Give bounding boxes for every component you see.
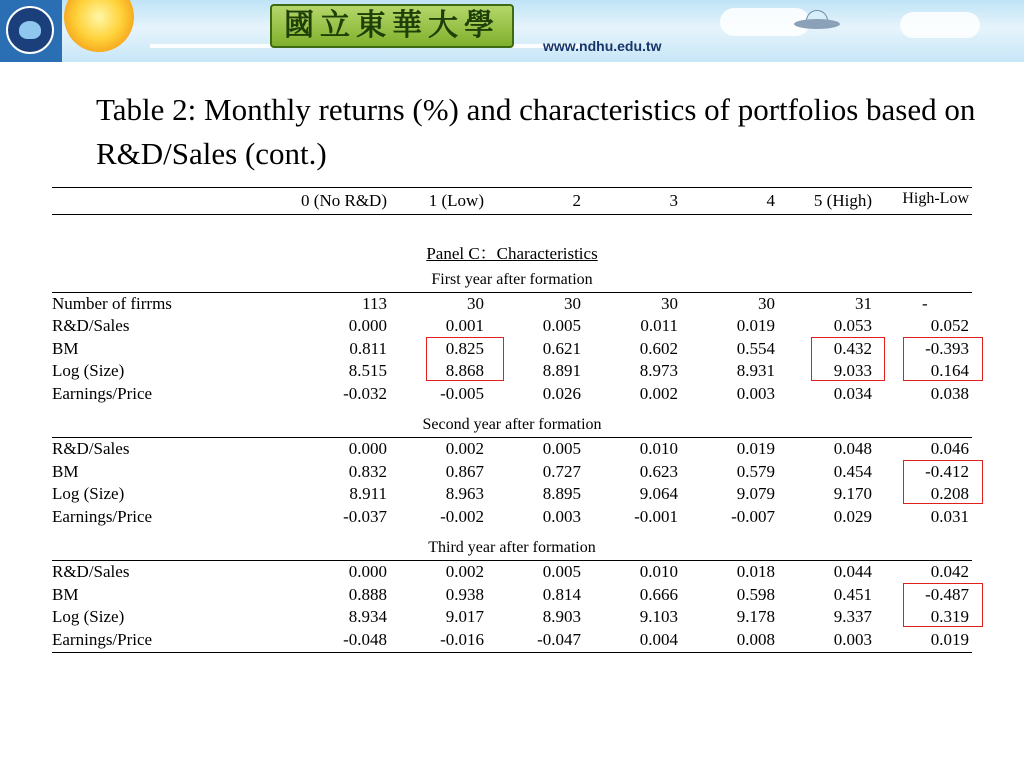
cell: -0.047: [537, 630, 581, 649]
cell: 0.554: [736, 339, 775, 358]
cell: 8.891: [542, 361, 581, 380]
cell: 8.515: [348, 361, 387, 380]
cell: 0.002: [639, 384, 678, 403]
cell: 0.319: [930, 607, 969, 626]
cell: 0.454: [833, 462, 872, 481]
table-row: [52, 461, 972, 483]
cell: 0.451: [833, 585, 872, 604]
table-row: [52, 483, 972, 505]
table-row: [52, 315, 972, 337]
col-header: 5 (High): [813, 191, 872, 210]
cell: 0.727: [542, 462, 581, 481]
table-row: [52, 293, 972, 315]
panel-title-text: Panel C：Characteristics: [426, 244, 598, 263]
highlight-box: [426, 337, 504, 381]
col-header: 1 (Low): [428, 191, 484, 210]
highlight-box: [903, 337, 983, 381]
cell: 0.026: [542, 384, 581, 403]
slide-title: Table 2: Monthly returns (%) and characteristics of portfolios based on R&D/Sales (cont.): [96, 92, 976, 171]
cell: 0.053: [833, 316, 872, 335]
cell: 0.000: [348, 562, 387, 581]
cell: 0.008: [736, 630, 775, 649]
cell: 30: [467, 294, 484, 313]
cell: 9.178: [736, 607, 775, 626]
cell: 0.814: [542, 585, 581, 604]
col-header: High-Low: [902, 190, 969, 207]
header-rule: [52, 214, 972, 215]
cell: 0.003: [736, 384, 775, 403]
cell: 0.938: [445, 585, 484, 604]
row-label: BM: [52, 585, 79, 604]
cell: 8.931: [736, 361, 775, 380]
table-bottom-rule: [52, 652, 972, 653]
cell: -0.016: [440, 630, 484, 649]
row-label: Earnings/Price: [52, 384, 153, 403]
row-label: R&D/Sales: [52, 562, 130, 581]
highlight-box: [811, 337, 885, 381]
cell: 0.019: [930, 630, 969, 649]
col-header: 3: [669, 191, 678, 210]
row-label: Log (Size): [52, 484, 125, 503]
cell: 0.666: [639, 585, 678, 604]
cell: 8.911: [349, 484, 387, 503]
cell: 0.888: [348, 585, 387, 604]
cell: 0.019: [736, 316, 775, 335]
row-label: Earnings/Price: [52, 507, 153, 526]
col-header: 0 (No R&D): [301, 191, 387, 210]
cell: 0.005: [542, 562, 581, 581]
cell: 0.000: [348, 316, 387, 335]
cell: 0.867: [445, 462, 484, 481]
table-row: [52, 561, 972, 583]
cell: 0.003: [542, 507, 581, 526]
cell: 0.005: [542, 439, 581, 458]
cell: 9.103: [639, 607, 678, 626]
table-top-rule: [52, 187, 972, 188]
row-label: Earnings/Price: [52, 630, 153, 649]
col-header: 2: [572, 191, 581, 210]
table-row: [52, 606, 972, 628]
cell: -0.005: [440, 384, 484, 403]
cell: 0.004: [639, 630, 678, 649]
cell: 0.602: [639, 339, 678, 358]
row-label: Log (Size): [52, 361, 125, 380]
cell: 0.579: [736, 462, 775, 481]
cell: 0.002: [445, 562, 484, 581]
cell: 31: [855, 294, 872, 313]
cell: 0.018: [736, 562, 775, 581]
row-label: BM: [52, 462, 79, 481]
table-row: [52, 438, 972, 460]
cell: -0.487: [925, 585, 969, 604]
cell: 0.046: [930, 439, 969, 458]
row-label: R&D/Sales: [52, 316, 130, 335]
cell: 8.895: [542, 484, 581, 503]
cell: 0.038: [930, 384, 969, 403]
cell: 8.934: [348, 607, 387, 626]
cell: 0.052: [930, 316, 969, 335]
row-label: R&D/Sales: [52, 439, 130, 458]
cell: 8.868: [445, 361, 484, 380]
university-logo: [0, 0, 62, 62]
table-row: [52, 584, 972, 606]
cell: 9.017: [445, 607, 484, 626]
sun-graphic: [64, 0, 134, 52]
cell: 30: [661, 294, 678, 313]
cell: 9.170: [833, 484, 872, 503]
cell: 0.432: [833, 339, 872, 358]
section-caption: First year after formation: [431, 271, 593, 288]
section-caption: Second year after formation: [422, 416, 602, 433]
cell: 0.034: [833, 384, 872, 403]
cell: 0.031: [930, 507, 969, 526]
cell: 0.208: [930, 484, 969, 503]
cell: 0.010: [639, 439, 678, 458]
table-row: [52, 629, 972, 651]
cell: 0.010: [639, 562, 678, 581]
table-row: [52, 383, 972, 405]
cell: -: [922, 294, 928, 313]
ufo-icon: [794, 10, 840, 30]
cell: 8.903: [542, 607, 581, 626]
cell: -0.002: [440, 507, 484, 526]
cell: 9.079: [736, 484, 775, 503]
col-header: 4: [766, 191, 775, 210]
cell: 0.042: [930, 562, 969, 581]
cell: 0.029: [833, 507, 872, 526]
table-row: [52, 506, 972, 528]
cell: 0.019: [736, 439, 775, 458]
cell: 113: [362, 294, 387, 313]
highlight-box: [903, 583, 983, 627]
cell: 9.064: [639, 484, 678, 503]
cell: -0.393: [925, 339, 969, 358]
cell: 0.164: [930, 361, 969, 380]
row-label: Number of firrms: [52, 294, 172, 313]
section-caption: Third year after formation: [428, 539, 596, 556]
cell: 0.001: [445, 316, 484, 335]
cell: 0.003: [833, 630, 872, 649]
highlight-box: [903, 460, 983, 504]
cell: 0.811: [349, 339, 387, 358]
cell: 0.011: [640, 316, 678, 335]
cell: -0.007: [731, 507, 775, 526]
cell: 9.033: [833, 361, 872, 380]
cell: 0.048: [833, 439, 872, 458]
cell: 0.832: [348, 462, 387, 481]
row-label: Log (Size): [52, 607, 125, 626]
cell: 0.002: [445, 439, 484, 458]
cell: 30: [564, 294, 581, 313]
school-name-logo: 國立東華大學: [270, 4, 514, 48]
cell: -0.032: [343, 384, 387, 403]
cell: 0.623: [639, 462, 678, 481]
cell: 0.598: [736, 585, 775, 604]
cell: 30: [758, 294, 775, 313]
panel-title: [52, 243, 972, 265]
cell: 8.973: [639, 361, 678, 380]
cell: 0.000: [348, 439, 387, 458]
cell: 9.337: [833, 607, 872, 626]
cell: 0.044: [833, 562, 872, 581]
cloud-graphic: [900, 12, 980, 38]
cell: 0.621: [542, 339, 581, 358]
cell: 8.963: [445, 484, 484, 503]
site-url: www.ndhu.edu.tw: [543, 38, 662, 54]
cell: -0.412: [925, 462, 969, 481]
cell: -0.037: [343, 507, 387, 526]
cell: -0.048: [343, 630, 387, 649]
table-header-row: [52, 190, 972, 212]
cell: -0.001: [634, 507, 678, 526]
cell: 0.005: [542, 316, 581, 335]
row-label: BM: [52, 339, 79, 358]
cell: 0.825: [445, 339, 484, 358]
header-banner: [0, 0, 1024, 62]
